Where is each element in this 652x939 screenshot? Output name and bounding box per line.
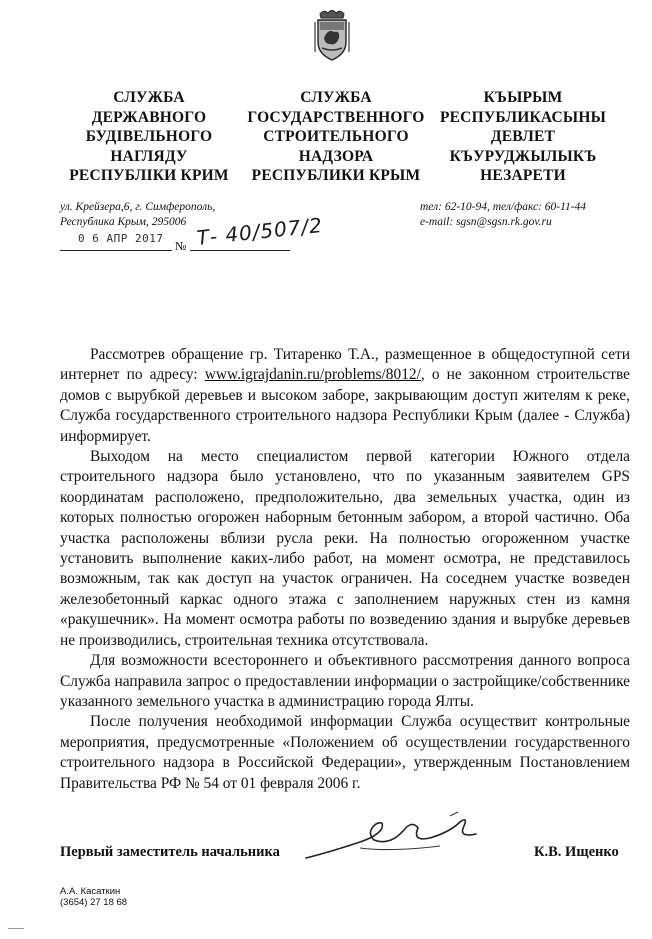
paragraph-1 — [60, 345, 630, 447]
number-underline — [190, 250, 290, 251]
phone-line: тел: 62-10-94, тел/факс: 60-11-44 — [420, 201, 587, 213]
crimea-emblem-icon — [312, 8, 352, 62]
header-ukrainian — [60, 88, 238, 186]
address-line: ул. Крейзера,6, г. Симферополь, — [60, 201, 216, 213]
header-line: СТРОИТЕЛЬНОГО — [263, 128, 409, 145]
header-line: ГОСУДАРСТВЕННОГО — [247, 108, 425, 126]
executor-name: А.А. Касаткин — [60, 886, 121, 897]
paragraph-4: После получения необходимой информации Служба осуществит контрольные мероприятия, предусмотренные «Положением об осуществлении государственного строительного надзора в Российской Федерации», утвержденным Постановлением Правительства РФ № 54 от 01 февраля 2006 г. — [60, 713, 630, 792]
header-line: СЛУЖБА — [300, 89, 372, 106]
header-crimean-tatar — [432, 88, 614, 186]
header-russian — [238, 88, 434, 186]
paragraph-1-end: , о не законном строительстве домов с вырубкой деревьев и высоком заборе, закрывающим доступ жителям к реке, Служба государственного строительного надзора Республики Крым (далее - Служба) информирует. — [60, 366, 630, 445]
header-line: ДЕВЛЕТ — [490, 128, 556, 145]
paragraph-1-start: Рассмотрев обращение гр. Титаренко Т.А., размещенное в общедоступной сети интернет по адресу: — [60, 346, 630, 384]
executor-info — [60, 886, 127, 908]
header-line: НАГЛЯДУ — [110, 147, 188, 165]
header-line: РЕСПУБЛИКИ КРЫМ — [251, 167, 421, 184]
paragraph-2: Выходом на место специалистом первой категории Южного отдела строительного надзора было установлено, что по указанным заявителем GPS координатам расположено, предположительно, два земельных участка, один из которых полностью огорожен наборным бетонным забором, а второй частично. Оба участка расположены вблизи русла реки. На полностью огороженном участке установить выполнение каких-либо работ, на момент осмотра, не представилось возможным, так как доступ на участок ограничен. На соседнем участке возведен железобетонный каркас одного этажа с заполнением наружных стен из камня «ракушечник». На момент осмотра работы по возведению здания и вырубке деревьев не производились, строительная техника отсутствовала. — [60, 448, 630, 649]
email-line: e-mail: sgsn@sgsn.rk.gov.ru — [420, 216, 552, 228]
address-line: Республика Крым, 295006 — [60, 216, 187, 228]
scan-edge-mark — [8, 928, 24, 937]
letter-body — [60, 345, 630, 794]
header-line: ДЕРЖАВНОГО — [91, 108, 207, 126]
number-sign: № — [175, 239, 187, 253]
signatory-title: Первый заместитель начальника — [60, 844, 280, 860]
problem-url-link[interactable]: www.igrajdanin.ru/problems/8012/ — [204, 366, 421, 384]
registration-date-stamp: 0 6 АПР 2017 — [78, 232, 164, 245]
date-underline — [60, 250, 172, 251]
header-line: БУДІВЕЛЬНОГО — [85, 128, 213, 145]
header-line: КЪЫРЫМ — [483, 89, 563, 106]
header-line: НЕЗАРЕТИ — [480, 167, 566, 184]
signatory-name: К.В. Ищенко — [534, 844, 619, 860]
registration-number-handwritten: Т- 40/507/2 — [195, 212, 324, 250]
header-line: РЕСПУБЛИКАСЫНЫ — [439, 108, 607, 126]
paragraph-3: Для возможности всестороннего и объективного рассмотрения данного вопроса Служба направила запрос о предоставлении информации о застройщике/собственнике указанного земельного участка в администрацию города Ялты. — [60, 652, 630, 710]
header-line: СЛУЖБА — [113, 89, 185, 106]
header-line: КЪУРУДЖЫЛЫКЪ — [449, 147, 597, 165]
header-line: НАДЗОРА — [298, 147, 374, 165]
executor-phone: (3654) 27 18 68 — [60, 897, 128, 908]
header-line: РЕСПУБЛІКИ КРИМ — [69, 167, 229, 184]
handwritten-signature-icon — [300, 808, 490, 870]
contact-info — [420, 200, 630, 230]
